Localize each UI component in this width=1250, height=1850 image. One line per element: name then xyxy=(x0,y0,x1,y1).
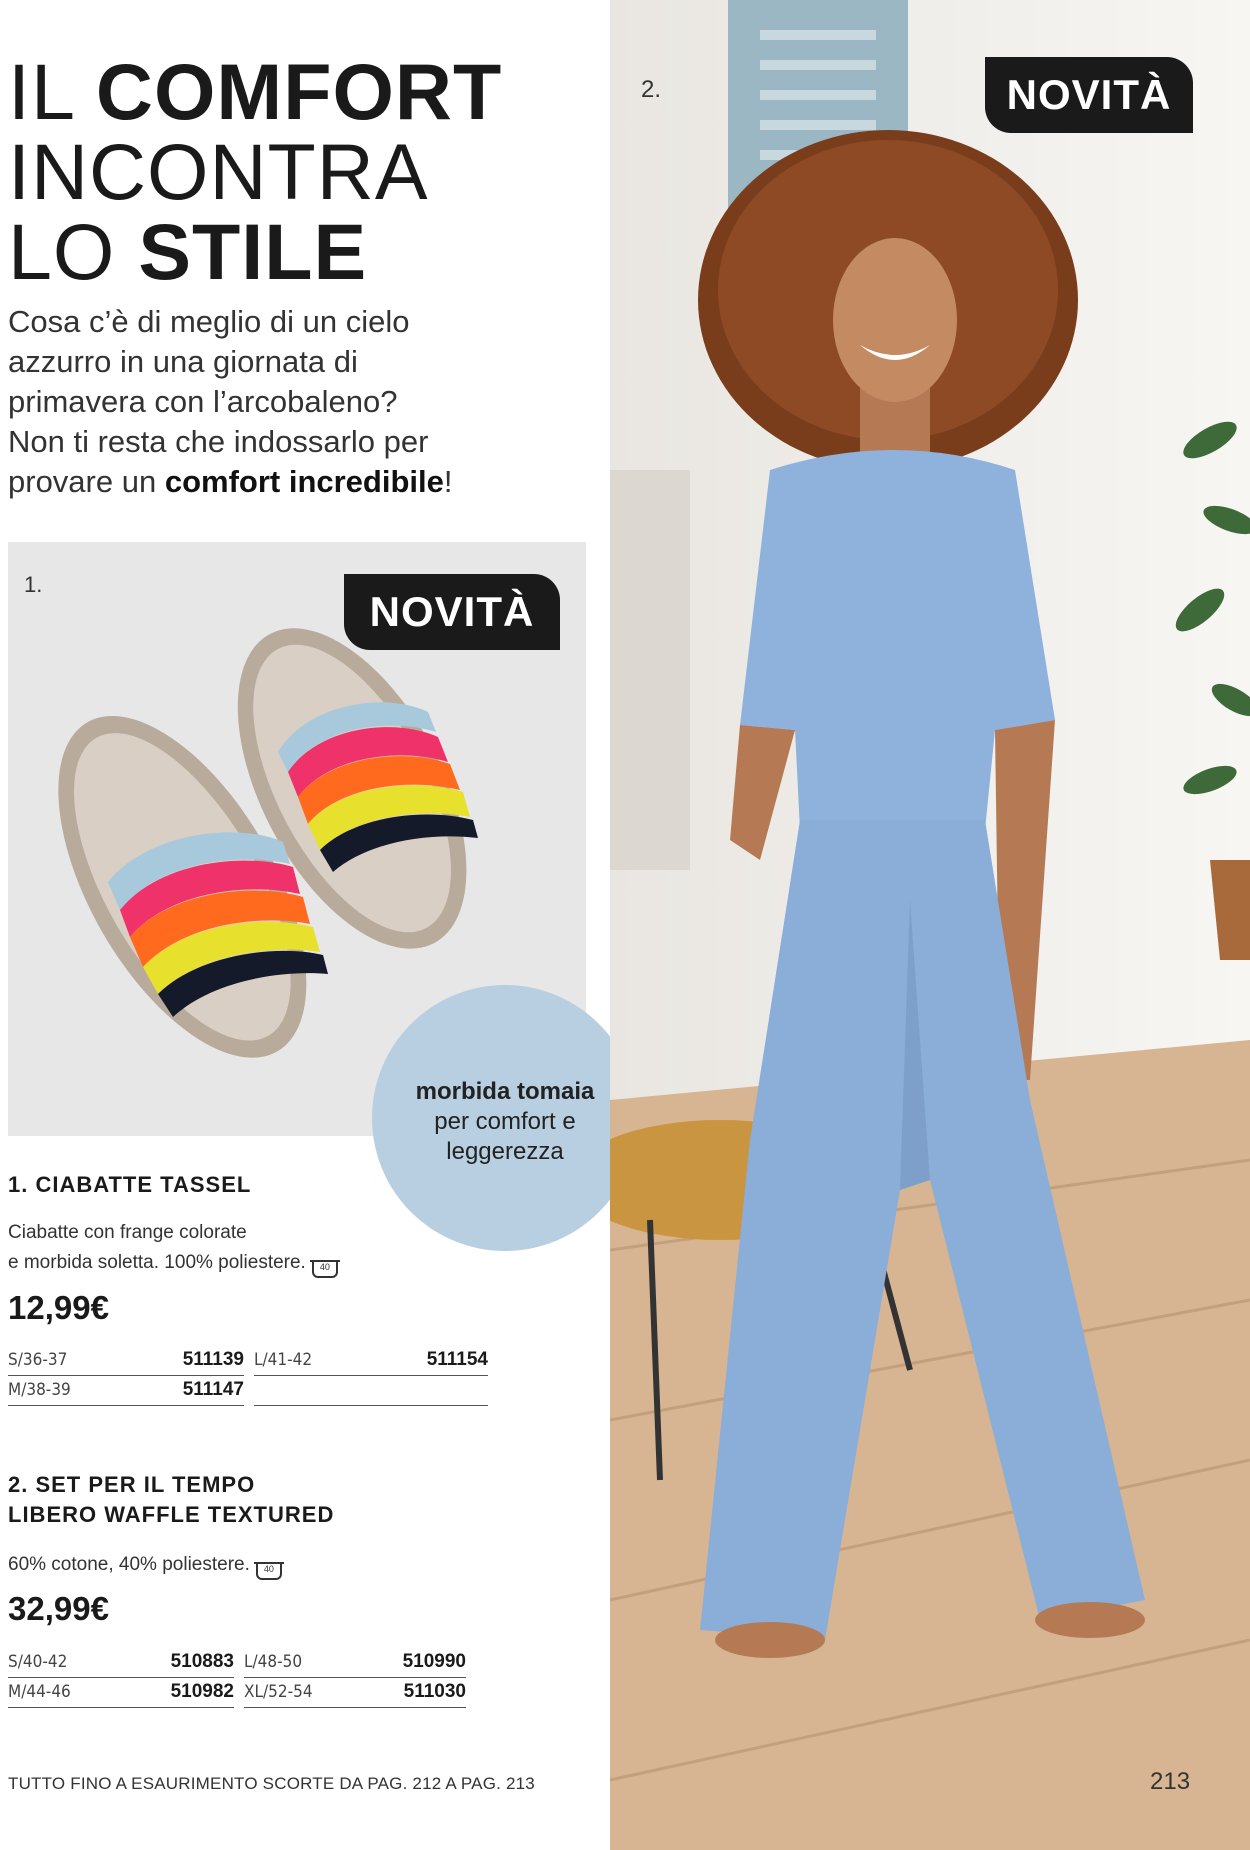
feature-callout xyxy=(372,985,638,1251)
product-2-number: 2. xyxy=(641,76,662,103)
headline-line-1: IL COMFORT xyxy=(8,47,503,136)
product-2-price: 32,99€ xyxy=(8,1590,109,1627)
page-headline xyxy=(8,47,608,296)
size-label: M/38-39 xyxy=(8,1376,168,1406)
product-2-title: 2. SET PER IL TEMPO LIBERO WAFFLE TEXTURED xyxy=(8,1472,335,1527)
product-code: 511147 xyxy=(168,1376,244,1406)
model-photo xyxy=(610,0,1250,1850)
size-label: S/40-42 xyxy=(8,1648,148,1678)
size-label: XL/52-54 xyxy=(244,1678,374,1708)
product-code: 510883 xyxy=(148,1648,234,1678)
size-label: L/41-42 xyxy=(254,1346,414,1376)
headline-line-3: LO STILE xyxy=(8,207,368,296)
product-code: 511154 xyxy=(414,1346,488,1376)
product-2-description: 60% cotone, 40% poliestere. 40 xyxy=(8,1550,282,1580)
headline-line-2: INCONTRA xyxy=(8,127,429,216)
novita-badge: NOVITÀ xyxy=(985,57,1193,133)
callout-line-2: per comfort e xyxy=(434,1108,576,1135)
product-1-price: 12,99€ xyxy=(8,1289,109,1326)
product-1-number: 1. xyxy=(24,572,43,597)
wash-40-icon: 40 xyxy=(256,1562,282,1580)
size-label: S/36-37 xyxy=(8,1346,168,1376)
wash-40-icon: 40 xyxy=(312,1260,338,1278)
intro-paragraph: Cosa c’è di meglio di un cielo azzurro in una giornata di primavera con l’arcobaleno? Non ti resta che indossarlo per provare un comfort incredibile! xyxy=(8,304,453,499)
product-code: 510982 xyxy=(148,1678,234,1708)
model-illustration xyxy=(610,0,1250,1850)
empty-cell xyxy=(254,1376,488,1406)
product-code: 511030 xyxy=(374,1678,466,1708)
stock-footnote: TUTTO FINO A ESAURIMENTO SCORTE DA PAG. 212 A PAG. 213 xyxy=(8,1774,535,1793)
callout-line-3: leggerezza xyxy=(446,1138,564,1165)
page-number: 213 xyxy=(1150,1768,1191,1795)
product-1-description: Ciabatte con frange colorate e morbida soletta. 100% poliestere. 40 xyxy=(8,1218,338,1278)
size-label: M/44-46 xyxy=(8,1678,148,1708)
product-code: 510990 xyxy=(374,1648,466,1678)
size-label: L/48-50 xyxy=(244,1648,374,1678)
novita-badge: NOVITÀ xyxy=(344,574,560,650)
product-code: 511139 xyxy=(168,1346,244,1376)
product-1-title: 1. CIABATTE TASSEL xyxy=(8,1172,252,1197)
callout-title: morbida tomaia xyxy=(415,1078,595,1105)
